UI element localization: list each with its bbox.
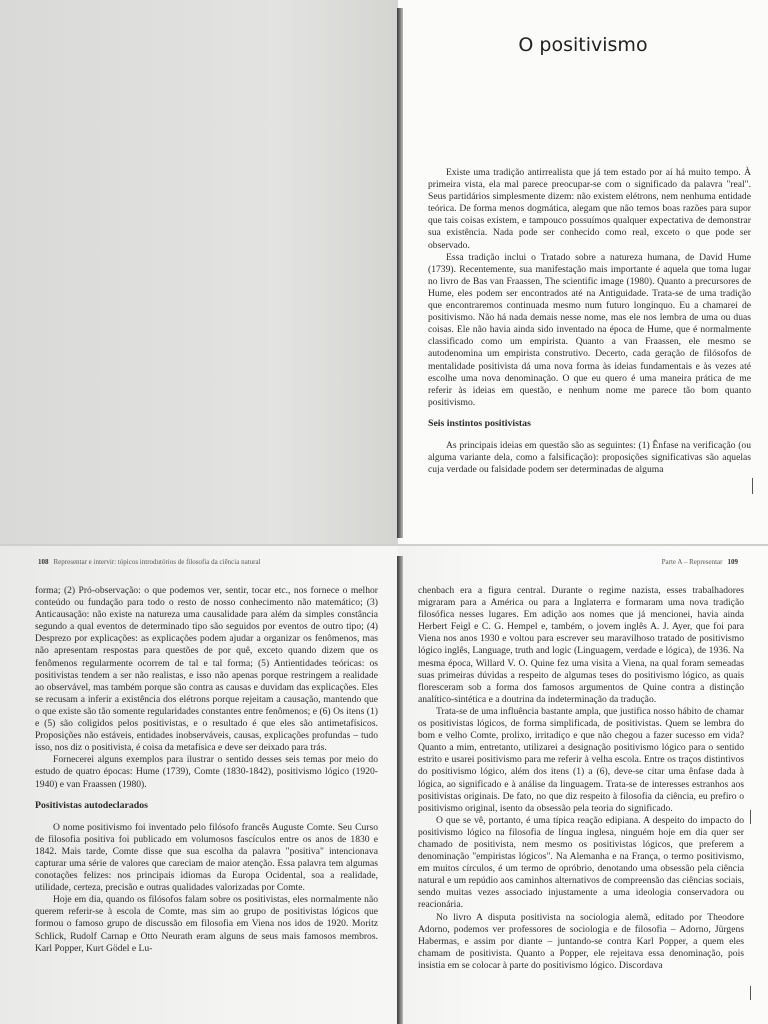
page-108-paragraph: O nome positivismo foi inventado pelo filósofo francês Auguste Comte. Seu Curso de filosofia positiva foi publicado em volumosos fascículos entre os anos de 1830 e 1842. Mais tarde, Comte disse que sua escolha da palavra "positiva" intencionava capturar uma série de valores que careciam de maior atenção. Essa palavra tem algumas conotações felizes: nos principais idiomas da Europa Ocidental, soa a realidade, utilidade, certeza, precisão e outras qualidades valorizadas por Comte. (35, 821, 378, 894)
intro-paragraph: Existe uma tradição antirrealista que já tem estado por aí há muito tempo. À primeira vista, ela mal parece preocupar-se com o significado da palavra "real". Seus partidários simplesmente dizem: não existem elétrons, nem nenhuma entidade teórica. De forma menos dogmática, alegam que não temos boas razões para supor que tais coisas existem, e tampouco possuímos qualquer expectativa de demonstrar sua existência. Nada pode ser conhecido como real, exceto o que pode ser observado. (428, 167, 751, 251)
page-number-108: 108 (38, 558, 49, 566)
section-heading-self-declared: Positivistas autodeclarados (35, 799, 148, 811)
blank-verso-page (0, 0, 398, 545)
page-108-paragraph: Hoje em dia, quando os filósofos falam sobre os positivistas, eles normalmente não querem referir-se à escola de Comte, mas sim ao grupo de positivistas lógicos que formou o famoso grupo de discussão em filosofia em Viena nos idos de 1920. Moritz Schlick, Rudolf Carnap e Otto Neurath eram alguns de seus mais famosos membros. Karl Popper, Kurt Gödel e Lu- (35, 894, 378, 954)
page-109-paragraph: O que se vê, portanto, é uma típica reação edipiana. A despeito do impacto do positivismo lógico na filosofia de língua inglesa, ninguém hoje em dia quer ser chamado de positivista, nem mesmo os positivistas lógicos, que preferem a denominação "empiristas lógicos". Na Alemanha e na França, o termo positivismo, em muitos círculos, é um termo de opróbrio, denotando uma obsessão pela ciência natural e um repúdio aos caminhos alternativos de compreensão das ciências sociais, sendo muitas vezes associado injustamente a uma ideologia conservadora ou reacionária. (418, 814, 744, 911)
margin-mark (750, 810, 751, 824)
running-head-right-text: Parte A – Representar (661, 558, 723, 566)
intro-paragraph: Essa tradição inclui o Tratado sobre a natureza humana, de David Hume (1739). Recentemente, sua manifestação mais importante é aquela que toma lugar no livro de Bas van Fraassen, The scientific image (1980). Quanto a precursores de Hume, eles podem ser encontrados até na Antiguidade. Trata-se de uma tradição que encontraremos continuada mesmo num futuro longínquo. Eu a chamarei de positivismo. Não há nada demais nesse nome, mas ele nos lembra de uma ou duas coisas. Ele não havia ainda sido inventado na época de Hume, que é normalmente classificado como um empirista. Quanto a van Fraassen, ele mesmo se autodenomina um empirista construtivo. Decerto, cada geração de filósofos de mentalidade positivista dá uma nova forma às ideias fundamentais e às vezes até escolhe uma nova denominação. O que eu quero é uma maneira prática de me referir às ideias em questão, e nenhum nome me parece tão bom quanto positivismo. (428, 251, 751, 408)
running-head-left (38, 558, 261, 566)
chapter-intro-text (428, 167, 751, 476)
section-heading-instincts: Seis instintos positivistas (428, 417, 531, 429)
bottom-spread-gutter (397, 556, 403, 1024)
page-number-109: 109 (727, 558, 738, 566)
section-paragraph: As principais ideias em questão são as seguintes: (1) Ênfase na verificação (ou alguma variante dela, como a falsificação): proposições significativas são aquelas cuja verdade ou falsidade podem ser determinadas de alguma (428, 439, 751, 476)
running-head-right (662, 558, 738, 566)
chapter-title: O positivismo (518, 34, 648, 56)
page-108-paragraph: Fornecerei alguns exemplos para ilustrar o sentido desses seis temas por meio do estudo de quatro épocas: Hume (1739), Comte (1830-1842), positivismo lógico (1920-1940) e van Fraassen (1980). (35, 754, 378, 790)
page-109-paragraph: chenbach era a figura central. Durante o regime nazista, esses trabalhadores migraram para a América ou para a Inglaterra e formaram uma nova tradição filosófica nesses lugares. Em adição aos nomes que já mencionei, havia ainda Herbert Feigl e C. G. Hempel e, também, o jovem inglês A. J. Ayer, que foi para Viena nos anos 1930 e voltou para escrever seu maravilhoso tratado de positivismo lógico inglês, Language, truth and logic (Linguagem, verdade e lógica), de 1936. Na mesma época, Willard V. O. Quine fez uma visita a Viena, na qual foram semeadas suas primeiras dúvidas a respeito de algumas teses do positivismo lógico, as quais floresceram sob a forma dos famosos argumentos de Quine contra a distinção analítico-sintética e a doutrina da indeterminação da tradução. (418, 585, 744, 705)
margin-mark (752, 478, 753, 494)
margin-mark (750, 986, 751, 1000)
page-109-paragraph: Trata-se de uma influência bastante ampla, que justifica nosso hábito de chamar os positivistas lógicos, de forma simplificada, de positivistas. Quem se lembra do bom e velho Comte, prolixo, irritadiço e que não chegou a fazer sucesso em vida? Quanto a mim, entretanto, utilizarei a designação positivismo lógico para o sentido estrito e usarei positivismo para me referir à velha escola. Entre os traços distintivos do positivismo lógico, além dos itens (1) a (6), deve-se citar uma ênfase dada à lógica, ao significado e à análise da linguagem. Trata-se de interesses estranhos aos positivistas originais. De fato, no que diz respeito à filosofia da ciência, eu prefiro o positivismo original, isento da obsessão pela teoria do significado. (418, 705, 744, 814)
top-spread-gutter (397, 8, 403, 538)
page-108-paragraph: forma; (2) Pró-observação: o que podemos ver, sentir, tocar etc., nos fornece o melhor conteúdo ou fundação para todo o resto de nosso conhecimento não matemático; (3) Anticausação: não existe na natureza uma causalidade para além da simples constância segundo a qual eventos de determinado tipo são seguidos por eventos de outro tipo; (4) Desprezo por explicações: as explicações podem ajudar a organizar os fenômenos, mas não apresentam respostas para questões de por quê, exceto quando dizem que os fenômenos regularmente ocorrem de tal e tal forma; (5) Antientidades teóricas: os positivistas tendem a ser não realistas, e isso não apenas porque restringem a realidade ao observável, mas também porque são contra as causas e duvidam das explicações. Eles se recusam a inferir a existência dos elétrons porque rejeitam a causação, mantendo que o que existe são tão somente regularidades constantes entre fenômenos; e (6) Os itens (1) e (5) são coligidos pelos positivistas, e o resultado é que eles são antimetafísicos. Proposições não estáveis, entidades inobserváveis, causas, explicações profundas – tudo isso, nos diz o positivista, é coisa da metafísica e deve ser deixado para trás. (35, 585, 378, 754)
page-109-paragraph: No livro A disputa positivista na sociologia alemã, editado por Theodore Adorno, podemos ver professores de sociologia e de filosofia – Adorno, Jürgens Habermas, e assim por diante – juntando-se contra Karl Popper, a quem eles chamam de positivista. Quanto a Popper, ele rejeitava essa denominação, pois insistia em se colocar à parte do positivismo lógico. Discordava (418, 911, 744, 971)
page-108-text (35, 585, 378, 955)
page-109-text (418, 585, 744, 972)
running-head-left-text: Representar e intervir: tópicos introdutórios de filosofia da ciência natural (53, 558, 261, 566)
